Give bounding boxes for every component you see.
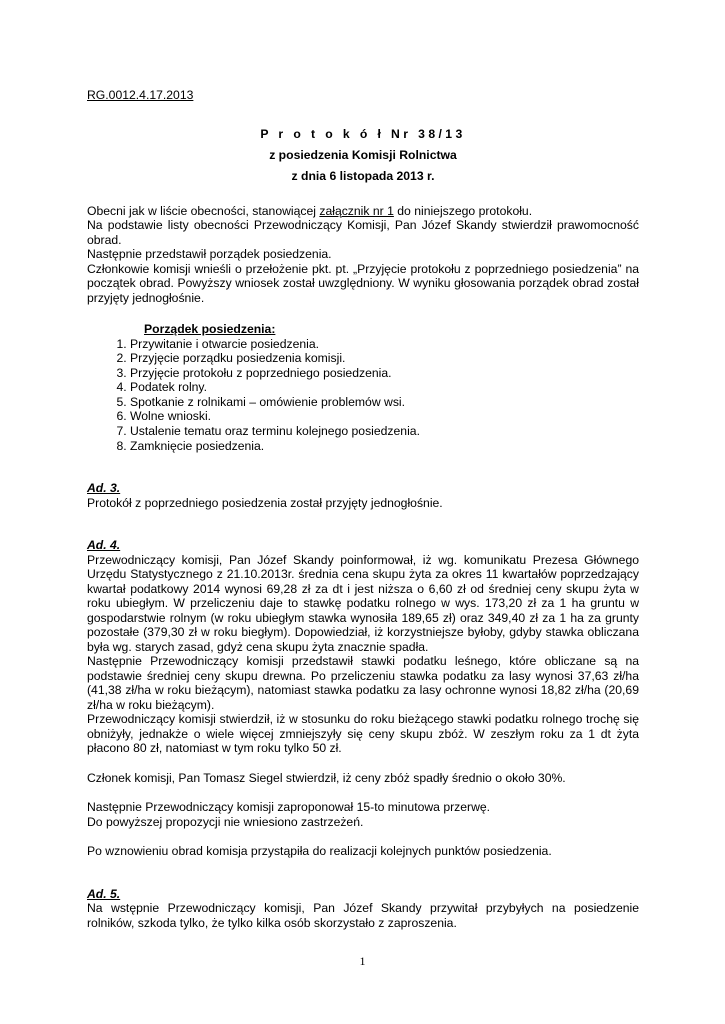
page-number: 1 (359, 954, 366, 968)
reference-number: RG.0012.4.17.2013 (87, 88, 194, 102)
agenda-item: 2. Przyjęcie porządku posiedzenia komisji. (130, 351, 639, 366)
protocol-title: P r o t o k ó ł Nr 38/13 (260, 126, 466, 141)
document-body (87, 88, 639, 930)
quorum-paragraph: Na podstawie listy obecności Przewodniczący Komisji, Pan Józef Skandy stwierdził prawomocność obrad. (87, 218, 639, 247)
ad4-member-statement: Członek komisji, Pan Tomasz Siegel stwierdził, iż ceny zbóż spadły średnio o około 30%. (87, 770, 566, 785)
ad4-no-objections: Do powyższej propozycji nie wniesiono zastrzeżeń. (87, 814, 364, 829)
agenda-list (87, 337, 639, 454)
agenda-intro-paragraph: Następnie przedstawił porządek posiedzenia. (87, 247, 332, 261)
ad4-heading: Ad. 4. (87, 538, 121, 553)
agenda-item: 3. Przyjęcie protokołu z poprzedniego posiedzenia. (130, 366, 639, 381)
ad4-forest-tax-paragraph: Następnie Przewodniczący komisji przedstawił stawki podatku leśnego, które obliczane są na podstawie średniej ceny skupu drewna. Po przeliczeniu stawka podatku za lasy wynosi 37,63 zł/ha (41,38 zł/ha w roku bieżącym), natomiast stawka podatku za lasy ochronne wynosi 18,82 zł/ha (20,69 zł/ha w roku bieżącym). (87, 654, 639, 712)
ad3-text: Protokół z poprzedniego posiedzenia został przyjęty jednogłośnie. (87, 495, 443, 510)
ad5-heading: Ad. 5. (87, 886, 121, 901)
agenda-item: 1. Przywitanie i otwarcie posiedzenia. (130, 337, 639, 352)
attendance-paragraph (87, 204, 639, 219)
ad4-agricultural-tax-paragraph: Przewodniczący komisji, Pan Józef Skandy poinformował, iż wg. komunikatu Prezesa Głównego Urzędu Statystycznego z 21.10.2013r. średnia cena skupu żyta za okres 11 kwartałów poprzedzający kwartał podatkowy 2014 wynosi 69,28 zł za dt i jest niższa o 6,60 zł od średniej ceny skupu żyta w roku ubiegłym. W przeliczeniu daje to stawkę podatku rolnego w wys. 173,20 zł za 1 ha gruntu w gospodarstwie rolnym (w roku ubiegłym stawka wynosiła 189,65 zł) oraz 349,40 zł za 1 ha za grunty pozostałe (379,30 zł w roku biegłym). Dopowiedział, iż korzystniejsze byłoby, gdyby stawka obliczana była wg. starych zasad, gdyż cena skupu żyta znacznie spadła. (87, 552, 639, 654)
agenda-item: 5. Spotkanie z rolnikami – omówienie problemów wsi. (130, 395, 639, 410)
attendance-text-before: Obecni jak w liście obecności, stanowiącej (87, 203, 320, 218)
agenda-change-paragraph: Członkowie komisji wnieśli o przełożenie pkt. pt. „Przyjęcie protokołu z poprzedniego posiedzenia” na początek obrad. Powyższy wniosek został uwzględniony. W wyniku głosowania porządek obrad został przyjęty jednogłośnie. (87, 261, 639, 305)
ad4-grain-price-paragraph: Przewodniczący komisji stwierdził, iż w stosunku do roku bieżącego stawki podatku rolnego trochę się obniżyły, jednakże o wiele więcej zmniejszyły się ceny skupu zbóż. W zeszłym roku za 1 dt żyta płacono 80 zł, natomiast w tym roku tylko 50 zł. (87, 712, 639, 756)
agenda-item: 7. Ustalenie tematu oraz terminu kolejnego posiedzenia. (130, 424, 639, 439)
ad4-break-proposal: Następnie Przewodniczący komisji zaproponował 15-to minutowa przerwę. (87, 800, 491, 815)
agenda-item: 6. Wolne wnioski. (130, 409, 639, 424)
meeting-subtitle: z posiedzenia Komisji Rolnictwa (269, 147, 457, 162)
attendance-text-after: do niniejszego protokołu. (393, 203, 533, 218)
ad3-heading: Ad. 3. (87, 481, 121, 496)
agenda-item: 4. Podatek rolny. (130, 380, 639, 395)
title-block (87, 124, 639, 187)
ad5-welcome-paragraph: Na wstępnie Przewodniczący komisji, Pan Józef Skandy przywitał przybyłych na posiedzenie rolników, szkoda tylko, że tylko kilka osób skorzystało z zaproszenia. (87, 901, 639, 930)
ad4-resumption: Po wznowieniu obrad komisja przystąpiła do realizacji kolejnych punktów posiedzenia. (87, 844, 552, 859)
attachment-link[interactable]: załącznik nr 1 (319, 203, 394, 218)
meeting-date: z dnia 6 listopada 2013 r. (291, 168, 435, 183)
agenda-heading: Porządek posiedzenia: (144, 322, 276, 336)
agenda-item: 8. Zamknięcie posiedzenia. (130, 439, 639, 454)
